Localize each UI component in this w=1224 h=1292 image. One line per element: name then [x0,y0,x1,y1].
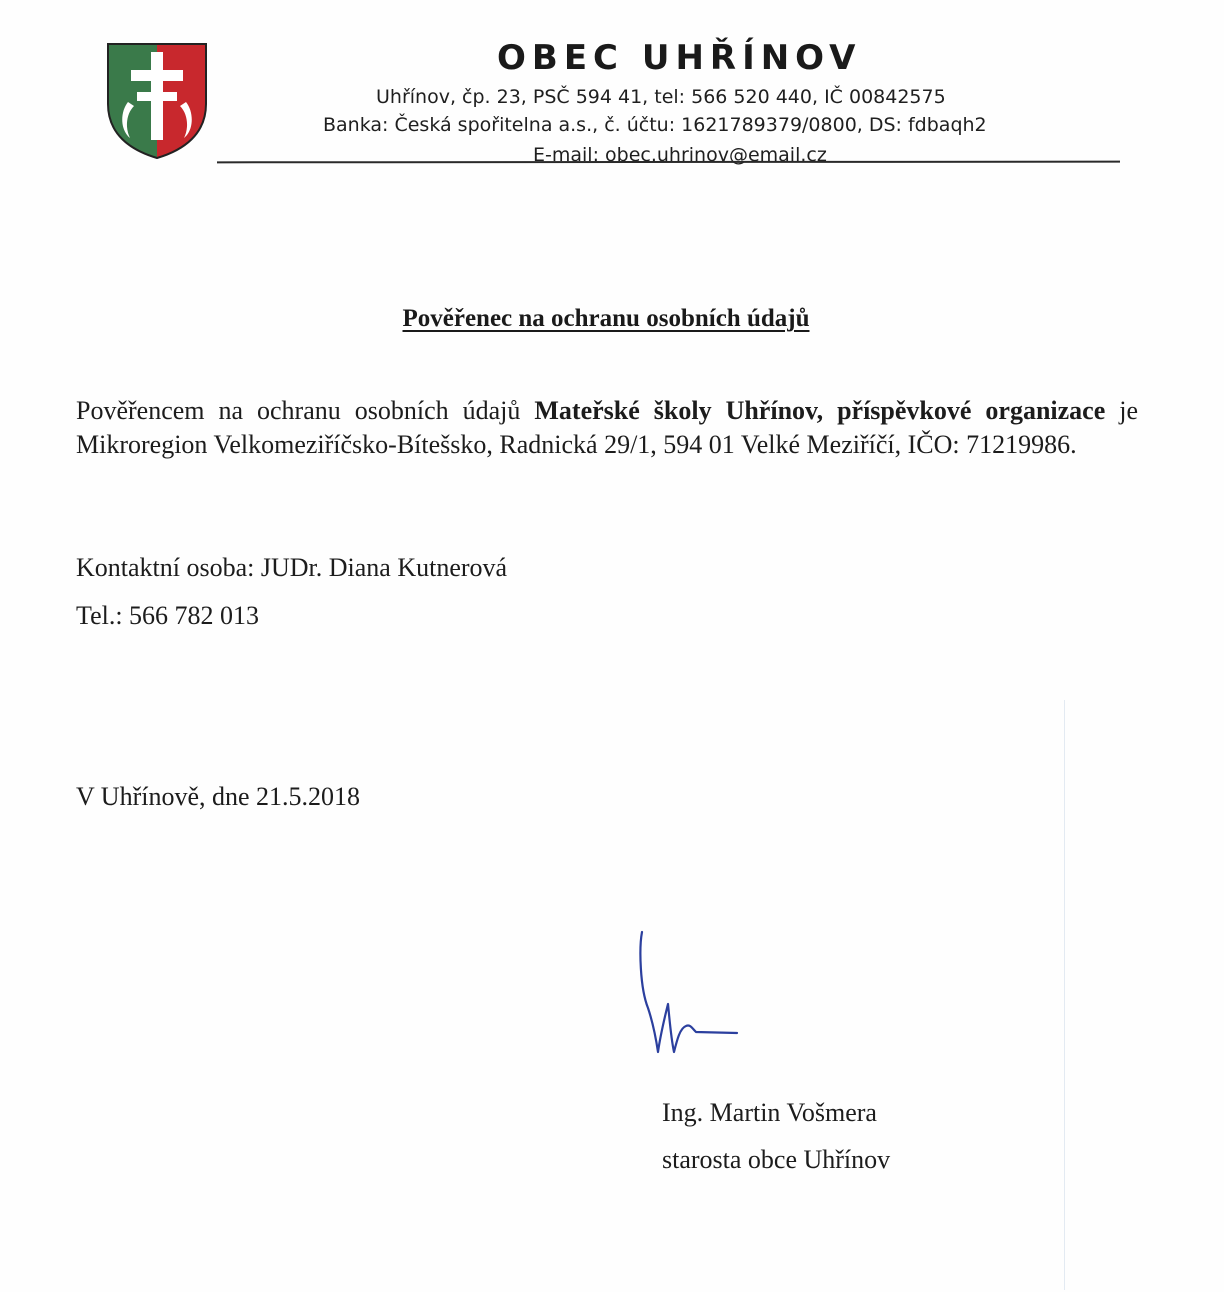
crest-cross-lower-bar [137,92,177,101]
scan-artifact-line [1064,700,1065,1290]
signature-stroke [640,932,737,1052]
document-heading-text: Pověřenec na ochranu osobních údajů [402,305,810,332]
paragraph-organization: Mateřské školy Uhřínov, příspěvkové organizace [534,396,1106,425]
body-paragraph [76,394,1138,462]
document-heading [0,305,1212,333]
municipality-email: E-mail: obec.uhrinov@email.cz [533,144,827,166]
signer-role: starosta obce Uhřínov [662,1145,891,1174]
paragraph-rest: je Mikroregion Velkomeziříčsko-Bítešsko, Radnická 29/1, 594 01 Velké Meziříčí, IČO: 71219986. [76,396,1139,459]
contact-phone: Tel.: 566 782 013 [76,601,260,630]
place-and-date: V Uhřínově, dne 21.5.2018 [76,782,361,811]
header-divider [217,161,1120,164]
coat-of-arms-icon [106,42,208,160]
crest-cross-horizontal [131,70,183,81]
paragraph-intro: Pověřencem na ochranu osobních údajů [76,396,521,425]
municipality-address: Uhřínov, čp. 23, PSČ 594 41, tel: 566 520 440, IČ 00842575 [376,86,946,108]
municipality-bank-details: Banka: Česká spořitelna a.s., č. účtu: 1621789379/0800, DS: fdbaqh2 [323,114,987,136]
signer-name: Ing. Martin Vošmera [662,1098,877,1127]
handwritten-signature-icon [630,928,750,1068]
contact-person: Kontaktní osoba: JUDr. Diana Kutnerová [76,553,508,582]
municipality-title: OBEC UHŘÍNOV [497,38,862,78]
